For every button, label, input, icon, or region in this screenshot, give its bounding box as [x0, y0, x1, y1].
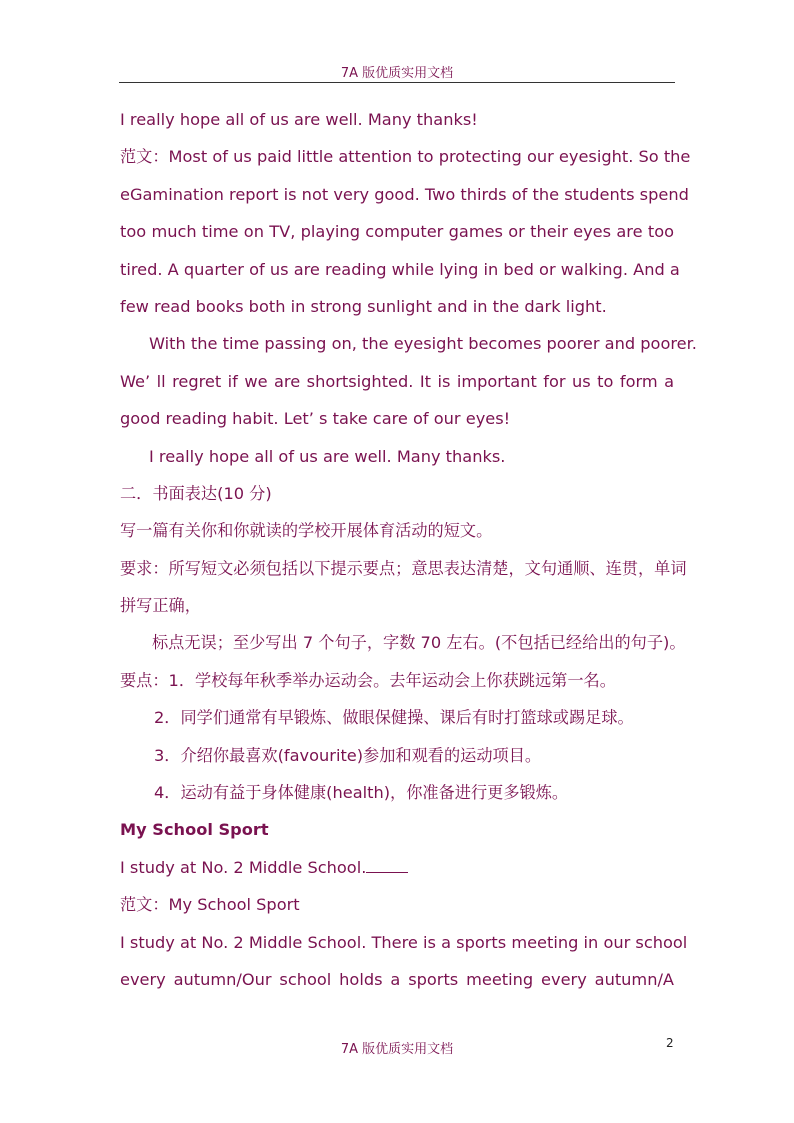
paragraph-line: every autumn/Our school holds a sports meeting every autumn/A [120, 969, 674, 989]
page-footer: 7A 版优质实用文档 [340, 1042, 454, 1057]
requirement-line: 拼写正确， [120, 596, 201, 616]
paragraph-line: I study at No. 2 Middle School. There is a sports meeting in our school [120, 932, 688, 952]
key-point: 要点：1．学校每年秋季举办运动会。去年运动会上你获跳远第一名。 [120, 670, 616, 690]
essay-title: My School Sport [120, 820, 269, 840]
sample-essay-title: 范文：My School Sport [120, 895, 300, 915]
paragraph-line: We’ ll regret if we are shortsighted. It is important for us to form a [120, 371, 674, 391]
essay-start-text: I study at No. 2 Middle School. [120, 857, 367, 877]
requirement-line: 标点无误；至少写出 7 个句子，字数 70 左右。(不包括已经给出的句子)。 [152, 633, 686, 653]
paragraph-line: good reading habit. Let’ s take care of our eyes! [120, 409, 511, 429]
key-point: 3．介绍你最喜欢(favourite)参加和观看的运动项目。 [154, 745, 542, 765]
requirement-line: 要求：所写短文必须包括以下提示要点；意思表达清楚，文句通顺、连贯，单词 [120, 558, 687, 578]
paragraph-line: 范文：Most of us paid little attention to protecting our eyesight. So the [120, 147, 691, 167]
essay-start-line [120, 854, 674, 891]
task-instruction: 写一篇有关你和你就读的学校开展体育活动的短文。 [120, 521, 493, 541]
document-body [120, 106, 697, 1003]
key-point: 4．运动有益于身体健康(health)，你准备进行更多锻炼。 [154, 783, 569, 803]
paragraph-line: eGamination report is not very good. Two thirds of the students spend [120, 184, 689, 204]
paragraph-line: With the time passing on, the eyesight becomes poorer and poorer. [149, 334, 697, 354]
paragraph-line: I really hope all of us are well. Many thanks! [120, 110, 478, 129]
header-divider [119, 82, 675, 83]
paragraph-line: too much time on TV, playing computer games or their eyes are too [120, 222, 674, 242]
page-header: 7A 版优质实用文档 [340, 66, 454, 81]
paragraph-line: tired. A quarter of us are reading while lying in bed or walking. And a [120, 259, 680, 279]
paragraph-line: I really hope all of us are well. Many thanks. [149, 446, 506, 466]
key-point: 2．同学们通常有早锻炼、做眼保健操、课后有时打篮球或踢足球。 [154, 708, 634, 728]
section-heading: 二．书面表达(10 分) [120, 483, 272, 503]
paragraph-line: few read books both in strong sunlight and in the dark light. [120, 296, 607, 316]
answer-blank [366, 854, 408, 873]
page-number: 2 [666, 1036, 674, 1050]
